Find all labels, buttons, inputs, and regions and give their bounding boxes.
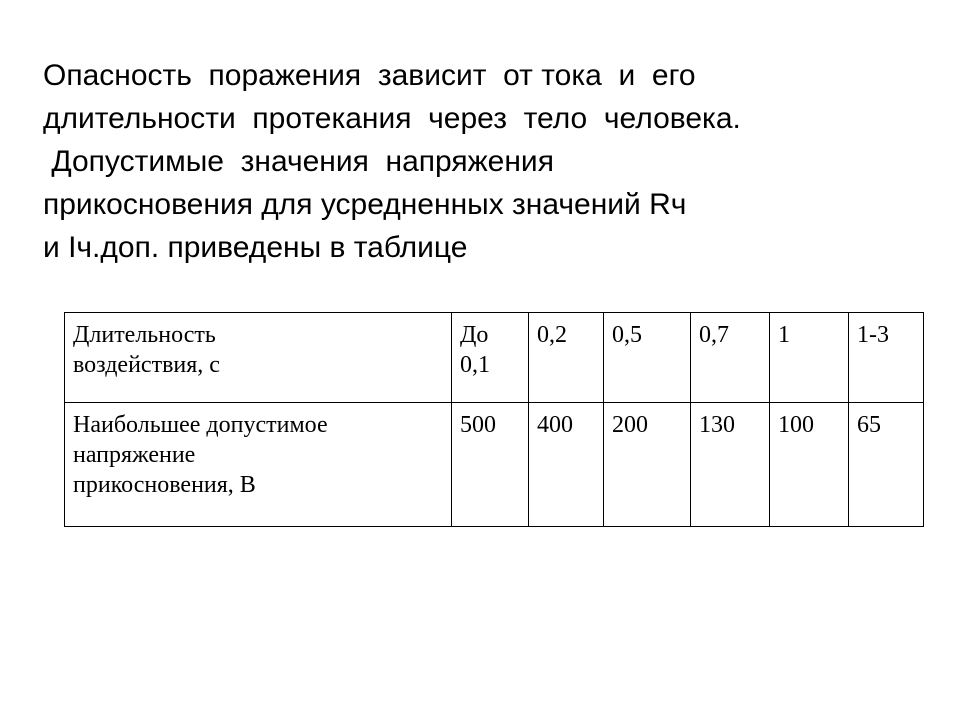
table-cell xyxy=(604,403,691,527)
table-cell xyxy=(529,403,604,527)
intro-line: и Iч.доп. приведены в таблице xyxy=(43,231,468,264)
cell-value: 400 xyxy=(537,412,573,438)
intro-paragraph xyxy=(43,54,923,269)
table-cell xyxy=(849,313,924,403)
cell-value: 100 xyxy=(778,412,814,438)
table-cell xyxy=(452,313,529,403)
intro-line: длительности протекания через тело человека. xyxy=(43,102,741,135)
row-header-text: Длительность воздействия, с xyxy=(73,322,220,378)
row-header-duration xyxy=(65,313,452,403)
intro-line: прикосновения для усредненных значений Rч xyxy=(43,188,687,221)
table-cell xyxy=(604,313,691,403)
intro-line: Опасность поражения зависит от тока и его xyxy=(43,59,696,92)
cell-value: 1-3 xyxy=(857,322,889,348)
cell-value: 1 xyxy=(778,322,790,348)
row-header-voltage xyxy=(65,403,452,527)
table-row-voltage xyxy=(65,403,924,527)
table-cell xyxy=(691,313,770,403)
table-cell xyxy=(770,313,849,403)
intro-line: Допустимые значения напряжения xyxy=(43,145,554,178)
cell-value: 65 xyxy=(857,412,881,438)
table-row-duration xyxy=(65,313,924,403)
row-header-text: Наибольшее допустимое напряжение прикосновения, В xyxy=(73,412,328,498)
table-cell xyxy=(691,403,770,527)
cell-value: 0,2 xyxy=(537,322,567,348)
voltage-limits-table xyxy=(64,312,924,527)
table-cell xyxy=(849,403,924,527)
table-cell xyxy=(770,403,849,527)
cell-value: 0,7 xyxy=(699,322,729,348)
cell-value: До 0,1 xyxy=(460,322,490,378)
cell-value: 200 xyxy=(612,412,648,438)
table-cell xyxy=(452,403,529,527)
table-cell xyxy=(529,313,604,403)
cell-value: 0,5 xyxy=(612,322,642,348)
cell-value: 130 xyxy=(699,412,735,438)
cell-value: 500 xyxy=(460,412,496,438)
